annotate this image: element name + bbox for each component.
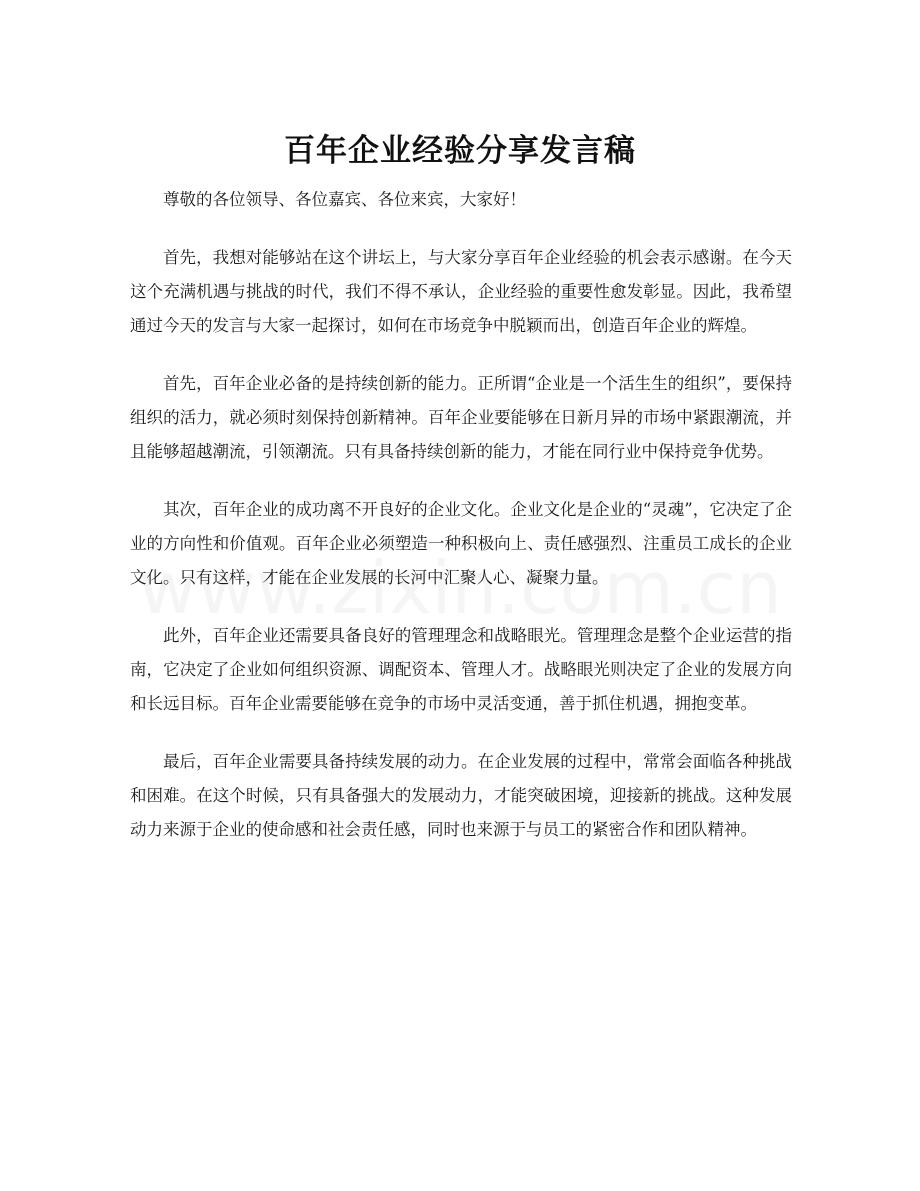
paragraph-introduction: 首先，我想对能够站在这个讲坛上，与大家分享百年企业经验的机会表示感谢。在今天这个充满机遇与挑战的时代，我们不得不承认，企业经验的重要性愈发彰显。因此，我希望通过今天的发言与大家一起探讨，如何在市场竞争中脱颖而出，创造百年企业的辉煌。 <box>130 248 792 335</box>
paragraph-development: 最后，百年企业需要具备持续发展的动力。在企业发展的过程中，常常会面临各种挑战和困难。在这个时候，只有具备强大的发展动力，才能突破困境，迎接新的挑战。这种发展动力来源于企业的使命感和社会责任感，同时也来源于与员工的紧密合作和团队精神。 <box>130 752 792 839</box>
document-title: 百年企业经验分享发言稿 <box>284 132 636 169</box>
document-body <box>130 183 792 871</box>
paragraph-innovation: 首先，百年企业必备的是持续创新的能力。正所谓“企业是一个活生生的组织”，要保持组织的活力，就必须时刻保持创新精神。百年企业要能够在日新月异的市场中紧跟潮流，并且能够超越潮流，引领潮流。只有具备持续创新的能力，才能在同行业中保持竞争优势。 <box>130 374 792 461</box>
paragraph-greeting: 尊敬的各位领导、各位嘉宾、各位来宾，大家好！ <box>163 190 526 209</box>
paragraph-culture: 其次，百年企业的成功离不开良好的企业文化。企业文化是企业的“灵魂”，它决定了企业的方向性和价值观。百年企业必须塑造一种积极向上、责任感强烈、注重员工成长的企业文化。只有这样，才能在企业发展的长河中汇聚人心、凝聚力量。 <box>130 500 792 587</box>
paragraph-management: 此外，百年企业还需要具备良好的管理理念和战略眼光。管理理念是整个企业运营的指南，它决定了企业如何组织资源、调配资本、管理人才。战略眼光则决定了企业的发展方向和长远目标。百年企业需要能够在竞争的市场中灵活变通，善于抓住机遇，拥抱变革。 <box>130 626 792 713</box>
